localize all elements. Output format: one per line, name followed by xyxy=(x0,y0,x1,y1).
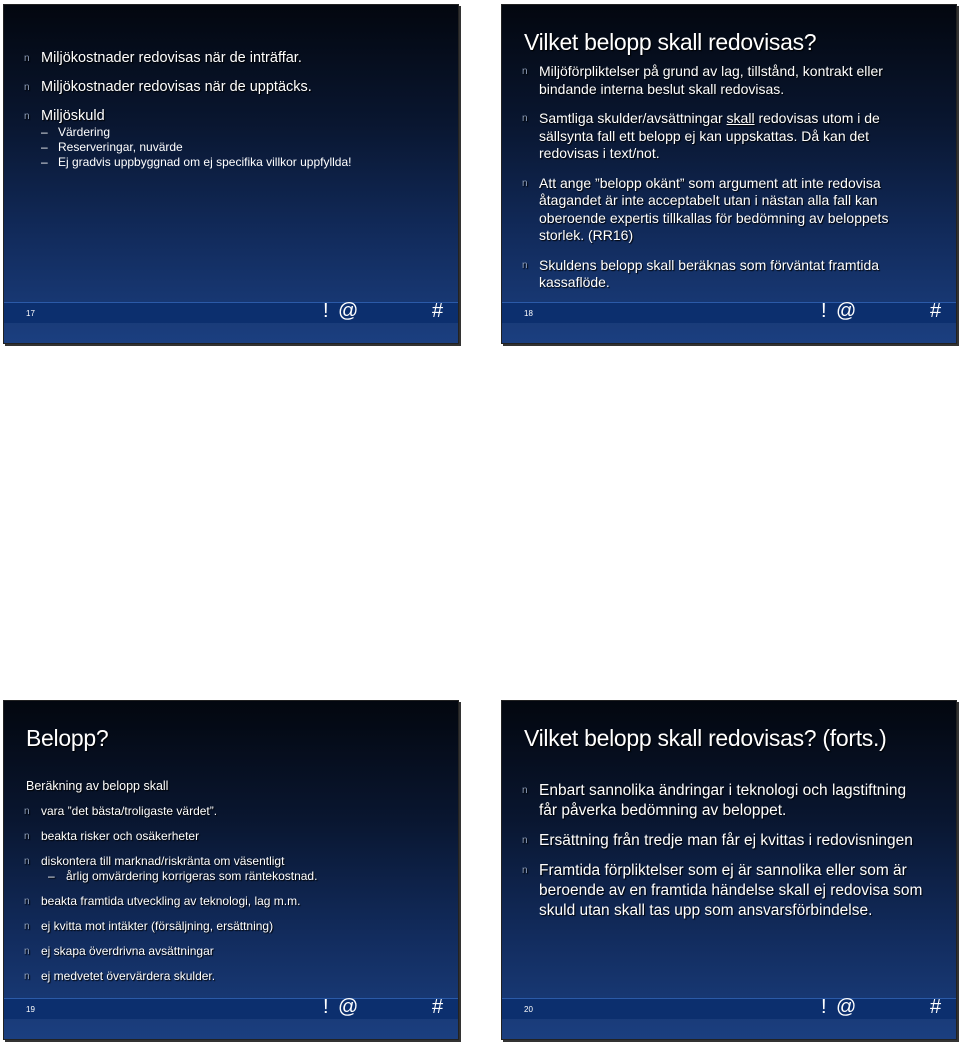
hash-icon: # xyxy=(930,300,942,322)
bullet-marker-icon: n xyxy=(24,111,30,122)
bullet-marker-icon: n xyxy=(522,66,528,77)
slide-footer xyxy=(4,302,458,323)
exclamation-icon: ! xyxy=(821,996,827,1018)
list-item: n ej kvitta mot intäkter (försäljning, ersättning) xyxy=(24,919,274,933)
bullet-marker-icon: n xyxy=(24,82,30,93)
page-number: 20 xyxy=(524,1005,533,1014)
bullet-marker-icon: n xyxy=(522,785,528,796)
page-number: 19 xyxy=(26,1005,35,1014)
list-item: n Miljöskuld xyxy=(24,108,105,124)
hash-icon: # xyxy=(432,300,444,322)
list-item: n ej medvetet övervärdera skulder. xyxy=(24,969,216,983)
bullet-marker-icon: n xyxy=(24,856,30,867)
bullet-marker-icon: n xyxy=(522,259,528,271)
exclamation-icon: ! xyxy=(323,996,329,1018)
sub-item: – Reserveringar, nuvärde xyxy=(41,140,183,154)
list-item: n beakta framtida utveckling av teknologi, lag m.m. xyxy=(24,894,301,908)
list-item: n Miljöförpliktelser på grund av lag, tillstånd, kontrakt eller bindande interna beslut skall redovisas. xyxy=(522,63,883,97)
bullet-marker-icon: n xyxy=(24,896,30,907)
slide-title: Vilket belopp skall redovisas? (forts.) xyxy=(524,725,887,751)
list-item: n Enbart sannolika ändringar i teknologi och lagstiftning får påverka bedömning av beloppet. xyxy=(522,782,907,819)
list-item: n Samtliga skulder/avsättningar skall redovisas utom i de sällsynta fall ett belopp ej kan uppskattas. Då kan det redovisas i text/not. xyxy=(522,110,880,161)
page-number: 17 xyxy=(26,309,35,318)
at-icon: @ xyxy=(338,996,359,1018)
bullet-marker-icon: n xyxy=(24,971,30,982)
list-item: n Miljökostnader redovisas när de inträffar. xyxy=(24,50,302,66)
slide-footer xyxy=(502,998,956,1019)
bullet-marker-icon: n xyxy=(522,177,528,189)
bullet-marker-icon: n xyxy=(24,921,30,932)
at-icon: @ xyxy=(836,300,857,322)
list-item: n beakta risker och osäkerheter xyxy=(24,829,200,843)
slide-18-bullets xyxy=(522,63,926,292)
slide-18 xyxy=(501,4,957,344)
bullet-marker-icon: n xyxy=(24,806,30,817)
list-item: n diskontera till marknad/riskränta om väsentligt xyxy=(24,854,285,868)
slide-footer xyxy=(4,998,458,1019)
at-icon: @ xyxy=(836,996,857,1018)
slide-17-bullets xyxy=(24,49,428,126)
slide-footer xyxy=(502,302,956,323)
bullet-marker-icon: n xyxy=(24,53,30,64)
dash-icon: – xyxy=(41,155,48,169)
slide-title: Belopp? xyxy=(26,725,109,751)
slide-19 xyxy=(3,700,459,1040)
dash-icon: – xyxy=(41,140,48,154)
sub-item: – Värdering xyxy=(41,125,111,139)
hash-icon: # xyxy=(432,996,444,1018)
intro-text: Beräkning av belopp skall xyxy=(26,779,169,793)
exclamation-icon: ! xyxy=(323,300,329,322)
dash-icon: – xyxy=(41,125,48,139)
bullet-marker-icon: n xyxy=(522,835,528,846)
list-item: n Ersättning från tredje man får ej kvittas i redovisningen xyxy=(522,832,913,849)
list-item: n ej skapa överdrivna avsättningar xyxy=(24,944,214,958)
slide-20 xyxy=(501,700,957,1040)
slide-title: Vilket belopp skall redovisas? xyxy=(524,29,817,55)
bullet-marker-icon: n xyxy=(522,865,528,876)
bullet-marker-icon: n xyxy=(522,113,528,124)
slide-17 xyxy=(3,4,459,344)
sub-item: – årlig omvärdering korrigeras som räntekostnad. xyxy=(48,869,318,883)
list-item: n Att ange ”belopp okänt” som argument att inte redovisa åtagandet är inte acceptabelt utan i nästan alla fall kan oberoende expertis tillkallas för bedömning av beloppets storlek. (RR16) xyxy=(522,174,889,243)
bullet-marker-icon: n xyxy=(24,946,30,957)
list-item: n vara ”det bästa/troligaste värdet”. xyxy=(24,804,218,818)
list-item: n Miljökostnader redovisas när de upptäcks. xyxy=(24,79,312,95)
slide-17-sublist xyxy=(29,125,352,170)
dash-icon: – xyxy=(48,869,55,883)
slide-20-bullets xyxy=(522,781,926,921)
slide-19-bullets xyxy=(24,804,428,984)
at-icon: @ xyxy=(338,300,359,322)
hash-icon: # xyxy=(930,996,942,1018)
list-item: n Skuldens belopp skall beräknas som förväntat framtida kassaflöde. xyxy=(522,256,880,290)
list-item: n Framtida förpliktelser som ej är sannolika eller som är beroende av en framtida händelse skall ej redovisa som skuld utan skall tas upp som ansvarsförbindelse. xyxy=(522,862,923,919)
exclamation-icon: ! xyxy=(821,300,827,322)
bullet-marker-icon: n xyxy=(24,831,30,842)
sub-item: – Ej gradvis uppbyggnad om ej specifika villkor uppfyllda! xyxy=(41,155,352,169)
page-number: 18 xyxy=(524,309,533,318)
